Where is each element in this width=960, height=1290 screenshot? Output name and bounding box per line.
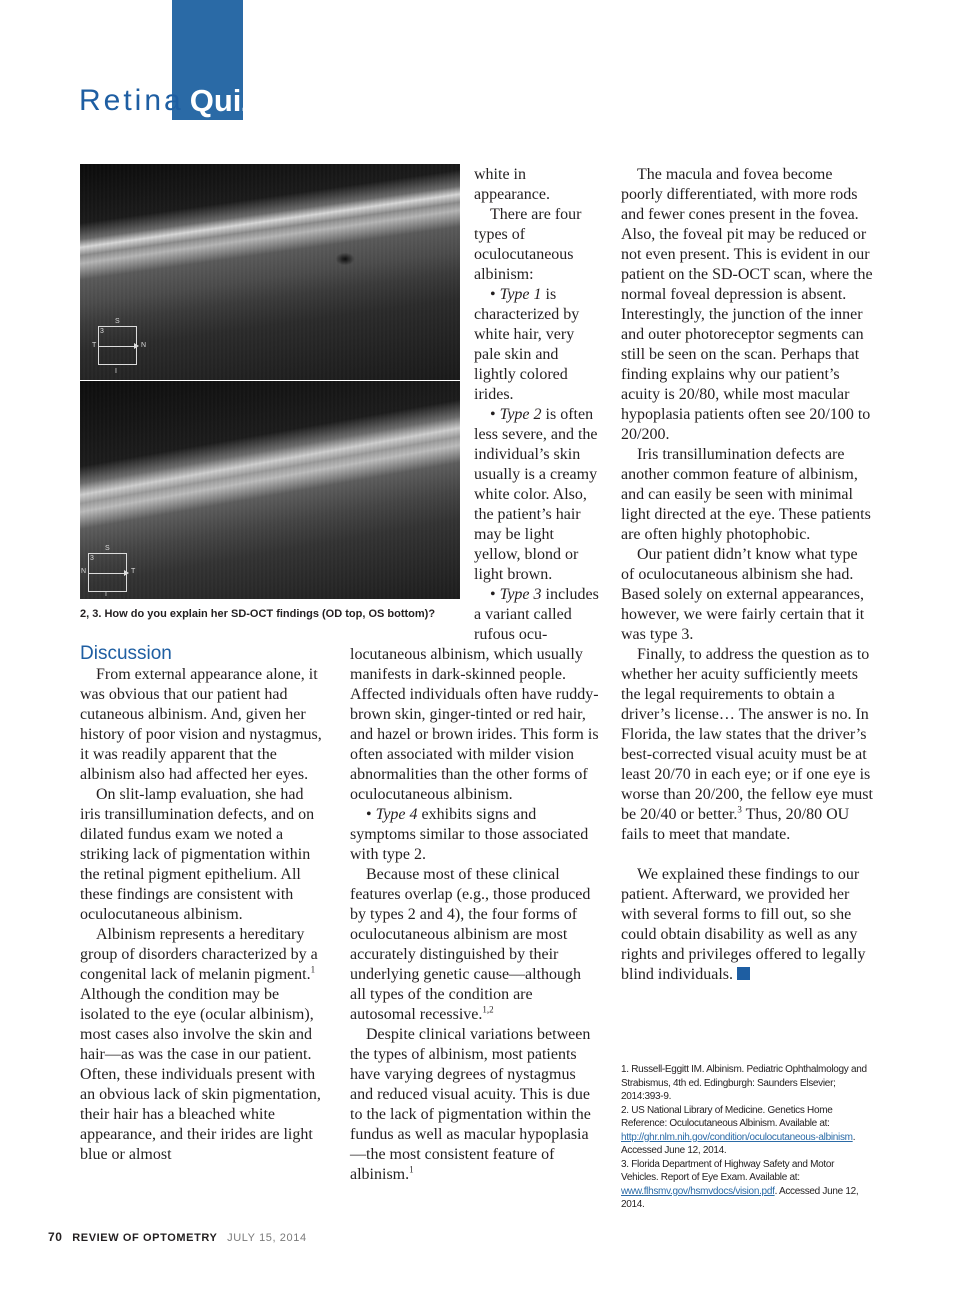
fundus-label-t: T	[92, 342, 97, 349]
fundus-label-i: I	[105, 591, 107, 598]
column-2-wide	[350, 645, 600, 1185]
citation: 1	[409, 1164, 414, 1175]
paragraph: The macula and fovea become poorly differentiated, with more rods and fewer cones present in the fovea. Also, the foveal pit may be reduced or not even present. This is evident in our patient on the SD-OCT scan, where the normal foveal depression is absent. Interestingly, the junction of the inner and outer photoreceptor segments can still be seen on the scan. Perhaps that finding explains why our patient’s acuity is 20/80, while most macular hypoplasia patients often see 20/100 to 20/200.	[621, 166, 873, 443]
fundus-label-n: N	[141, 342, 147, 349]
type-2-item	[474, 405, 600, 585]
page-number: 70	[48, 1230, 63, 1244]
paragraph: From external appearance alone, it was obvious that our patient had cutaneous albinism. And, given her history of poor vision and nystagmus, it was readily apparent that the albinism also had affected her eyes.	[80, 666, 322, 783]
type-name: Type 4	[375, 806, 418, 823]
issue-date: JULY 15, 2014	[227, 1232, 307, 1244]
bullet: •	[490, 406, 496, 423]
fundus-label-i: I	[115, 368, 117, 375]
reference-item	[621, 1158, 871, 1212]
reference-text: 3. Florida Department of Highway Safety and Motor Vehicles. Report of Eye Exam. Available at:	[621, 1158, 835, 1183]
reference-text: . Accessed June 12, 2014.	[621, 1131, 856, 1156]
scan-line	[99, 346, 136, 347]
citation: 1	[310, 964, 316, 975]
fundus-label-t: T	[131, 568, 136, 575]
paragraph-text: Because most of these clinical features overlap (e.g., those produced by types 2 and 4), the four forms of oculocutaneous albinism are most accurately distinguished by their underlying genetic cause—although all types of the condition are autosomal recessive.	[350, 866, 591, 1023]
bullet: •	[366, 806, 372, 823]
fundus-label-s: S	[115, 318, 120, 325]
type-text: is often less severe, and the individual’s skin usually is a creamy white color. Also, the patient’s hair may be light yellow, blond or light brown.	[474, 406, 598, 583]
type-text: is characterized by white hair, very pale skin and lightly colored irides.	[474, 286, 580, 403]
paragraph	[80, 925, 322, 1165]
figure-caption: 2, 3. How do you explain her SD-OCT findings (OD top, OS bottom)?	[80, 608, 436, 620]
paragraph	[621, 645, 873, 845]
type-name: Type 2	[499, 406, 542, 423]
paragraph	[350, 865, 600, 1025]
references	[621, 1063, 871, 1212]
oct-scan-os	[80, 381, 460, 599]
paragraph: white in appearance.	[474, 166, 550, 203]
end-mark-icon	[737, 967, 750, 980]
page-footer	[48, 1230, 307, 1244]
column-2-narrow	[474, 165, 600, 645]
reference-text: 2. US National Library of Medicine. Genetics Home Reference: Oculocutaneous Albinism. Available at:	[621, 1104, 833, 1129]
oct-texture	[80, 381, 460, 599]
paragraph-text: Finally, to address the question as to whether her acuity sufficiently meets the legal requirements to obtain a driver’s license… The answer is no. In Florida, the law states that the driver’s best-corrected visual acuity must be at least 20/70 in each eye; or if one eye is worse than 20/200, the fellow eye must be 20/40 or better.	[621, 646, 873, 823]
column-1	[80, 665, 322, 1165]
citation: 1,2	[482, 1004, 494, 1015]
oct-scan-od	[80, 164, 460, 380]
paragraph: Our patient didn’t know what type of oculocutaneous albinism she had. Based solely on external appearances, however, we were fairly certain that it was type 3.	[621, 546, 865, 643]
reference-text: . Accessed June 12, 2014.	[621, 1185, 859, 1210]
paragraph: On slit-lamp evaluation, she had iris transillumination defects, and on dilated fundus exam we noted a striking lack of pigmentation within the retinal pigment epithelium. All these findings are consistent with oculocutaneous albinism.	[80, 786, 315, 923]
bullet: •	[490, 586, 496, 603]
type-4-item	[350, 805, 600, 865]
type-text: exhibits signs and symptoms similar to those associated with type 2.	[350, 806, 589, 863]
type-name: Type 1	[499, 286, 542, 303]
paragraph-text: Although the condition may be isolated to the eye (ocular albinism), most cases also involve the skin and hair—as was the case in our patient. Often, these individuals present with an obvious lack of skin pigmentation, their hair has a bleached white appearance, and their irides are light blue or almost	[80, 986, 321, 1163]
type-name: Type 3	[499, 586, 542, 603]
fundus-label-num: 3	[90, 555, 94, 562]
reference-link[interactable]: www.flhsmv.gov/hsmvdocs/vision.pdf	[621, 1185, 775, 1197]
paragraph-text: Albinism represents a hereditary group of disorders characterized by a congenital lack of melanin pigment.	[80, 926, 318, 983]
reference-item: 1. Russell-Eggitt IM. Albinism. Pediatric Ophthalmology and Strabismus, 4th ed. Edingburgh: Saunders Elsevier; 2014:393-9.	[621, 1064, 867, 1102]
fundus-label-n: N	[81, 568, 87, 575]
section-title-retina: Retina	[79, 84, 184, 117]
column-3	[621, 165, 873, 985]
type-3-item	[474, 585, 600, 645]
paragraph: There are four types of oculocutaneous albinism:	[474, 206, 582, 283]
paragraph-text: Thus, 20/80 OU fails to meet that mandate.	[621, 806, 850, 843]
scan-arrow-icon	[124, 570, 129, 576]
scan-line	[89, 573, 126, 574]
reference-item	[621, 1104, 871, 1158]
paragraph-text: We explained these findings to our patient. Afterward, we provided her with several forms to fill out, so she could obtain disability as well as any rights and privileges offered to legally blind individuals.	[621, 866, 866, 983]
fundus-label-num: 3	[100, 328, 104, 335]
paragraph: locutaneous albinism, which usually manifests in dark-skinned people. Affected individuals often have ruddy-brown skin, ginger-tinted or red hair, and hazel or brown irides. This form is often associated with milder vision abnormalities than the other forms of oculocutaneous albinism.	[350, 646, 599, 803]
bullet: •	[490, 286, 496, 303]
reference-link[interactable]: http://ghr.nlm.nih.gov/condition/oculocutaneous-albinism	[621, 1131, 853, 1143]
type-text: includes a variant called rufous ocu-	[474, 586, 599, 643]
section-title-quiz: Quiz	[189, 83, 257, 118]
paragraph	[350, 1025, 600, 1185]
type-1-item	[474, 285, 600, 405]
discussion-heading: Discussion	[80, 643, 172, 664]
paragraph-text: Despite clinical variations between the types of albinism, most patients have varying degrees of nystagmus and reduced visual acuity. This is due to the lack of pigmentation within the fundus as well as macular hypoplasia—the most consistent feature of albinism.	[350, 1026, 591, 1183]
citation: 3	[737, 804, 742, 815]
magazine-name: REVIEW OF OPTOMETRY	[72, 1232, 218, 1244]
fundus-label-s: S	[105, 545, 110, 552]
paragraph	[621, 865, 873, 985]
scan-arrow-icon	[134, 343, 139, 349]
section-title	[79, 83, 257, 119]
paragraph: Iris transillumination defects are another common feature of albinism, and can easily be seen with minimal light directed at the eye. These patients are often highly photophobic.	[621, 446, 871, 543]
